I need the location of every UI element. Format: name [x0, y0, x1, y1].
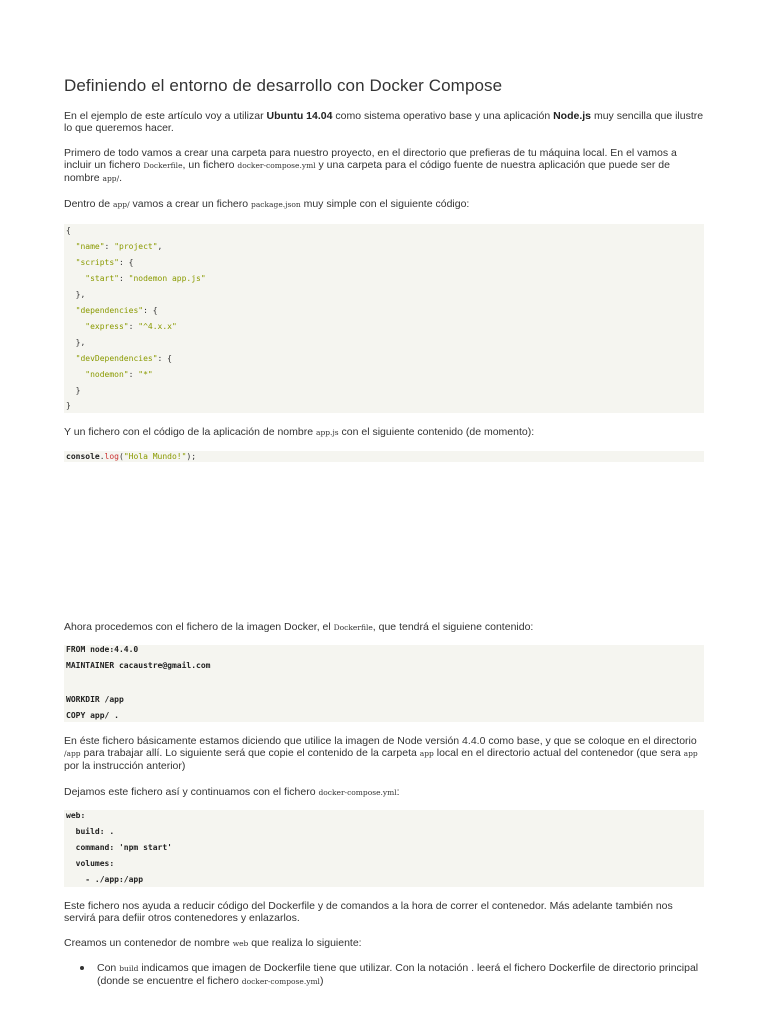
- code-line: "name": "project",: [75, 242, 163, 251]
- bold-ubuntu: Ubuntu 14.04: [266, 110, 333, 122]
- code-line: MAINTAINER cacaustre@gmail.com: [66, 661, 211, 670]
- code-line: command: 'npm start': [66, 843, 172, 852]
- explanation-list: [64, 962, 704, 988]
- code-line: }: [75, 386, 81, 395]
- code-line: },: [75, 338, 86, 347]
- inline-code-app: app: [419, 749, 434, 758]
- code-line: }: [66, 401, 71, 410]
- list-item: Con build indicamos que imagen de Dockerfile tiene que utilizar. Con la notación . leerá el fichero Dockerfile de directorio principal (donde se encuentre el fichero docker-compose.yml): [64, 962, 704, 988]
- code-line: - ./app:/app: [66, 875, 144, 884]
- bullet-icon: [80, 966, 84, 970]
- inline-code-compose: docker-compose.yml: [318, 788, 397, 797]
- code-line: WORKDIR /app: [66, 695, 124, 704]
- code-block-dockerfile: [64, 645, 704, 722]
- code-line: "devDependencies": {: [75, 354, 172, 363]
- inline-code-web: web: [232, 939, 249, 948]
- code-line: "dependencies": {: [75, 306, 158, 315]
- code-line: },: [75, 290, 86, 299]
- inline-code-package-json: package.json: [251, 200, 301, 209]
- inline-code-app-dir: /app: [64, 749, 81, 758]
- inline-code-build: build: [119, 964, 139, 973]
- code-line: "nodemon": "*": [85, 370, 153, 379]
- inline-code-compose: docker-compose.yml: [241, 977, 320, 986]
- code-block-compose: [64, 810, 704, 887]
- bold-nodejs: Node.js: [553, 110, 592, 122]
- inline-code-dockerfile: Dockerfile: [143, 161, 183, 170]
- code-line: "start": "nodemon app.js": [85, 274, 206, 283]
- code-line: "express": "^4.x.x": [85, 322, 177, 331]
- code-line: console.log("Hola Mundo!");: [66, 452, 197, 461]
- code-line: volumes:: [66, 859, 115, 868]
- inline-code-app: app/: [102, 174, 120, 183]
- paragraph-package-json: Dentro de app/ vamos a crear un fichero package.json muy simple con el siguiente código:: [64, 198, 470, 210]
- paragraph-dockerfile-explained: En éste fichero básicamente estamos diciendo que utilice la imagen de Node versión 4.4.0 como base, y que se coloque en el directorio /app para trabajar allí. Lo siguiente será que copie el contenido de la carpeta app local en el directorio actual del contenedor (que sera app por la instrucción anterior): [64, 735, 698, 772]
- code-line: web:: [66, 811, 86, 820]
- code-line: build: .: [66, 827, 115, 836]
- paragraph-app-js: Y un fichero con el código de la aplicación de nombre app.js con el siguiente contenido (de momento):: [64, 426, 535, 438]
- paragraph-container: Creamos un contenedor de nombre web que realiza lo siguiente:: [64, 937, 362, 949]
- code-line: {: [66, 226, 71, 235]
- article-title: Definiendo el entorno de desarrollo con Docker Compose: [64, 76, 503, 95]
- paragraph-intro: En el ejemplo de este artículo voy a utilizar Ubuntu 14.04 como sistema operativo base y una aplicación Node.js muy sencilla que ilustre lo que queremos hacer.: [64, 110, 704, 134]
- paragraph-compose-intro: Dejamos este fichero así y continuamos con el fichero docker-compose.yml:: [64, 786, 400, 798]
- paragraph-dockerfile-intro: Ahora procedemos con el fichero de la imagen Docker, el Dockerfile, que tendrá el siguiene contenido:: [64, 621, 534, 633]
- code-block-package-json: [64, 224, 704, 413]
- paragraph-compose-explained: Este fichero nos ayuda a reducir código del Dockerfile y de comandos a la hora de correr el contenedor. Más adelante también nos servirá para defiir otros contenedores y enlazarlos.: [64, 900, 673, 924]
- inline-code-compose: docker-compose.yml: [237, 161, 316, 170]
- inline-code-app: app/: [113, 200, 130, 209]
- paragraph-project-folder: Primero de todo vamos a crear una carpeta para nuestro proyecto, en el directorio que prefieras de tu máquina local. En el vamos a incluir un fichero Dockerfile, un fichero docker-compose.yml y una carpeta para el código fuente de nuestra aplicación que puede ser de nombre app/.: [64, 147, 677, 184]
- code-block-app-js: [64, 451, 704, 462]
- code-line: "scripts": {: [75, 258, 134, 267]
- inline-code-app: app: [683, 749, 698, 758]
- code-line: FROM node:4.4.0: [66, 645, 139, 654]
- code-line: COPY app/ .: [66, 711, 119, 720]
- inline-code-dockerfile: Dockerfile: [333, 623, 373, 632]
- inline-code-app-js: app.js: [315, 428, 339, 437]
